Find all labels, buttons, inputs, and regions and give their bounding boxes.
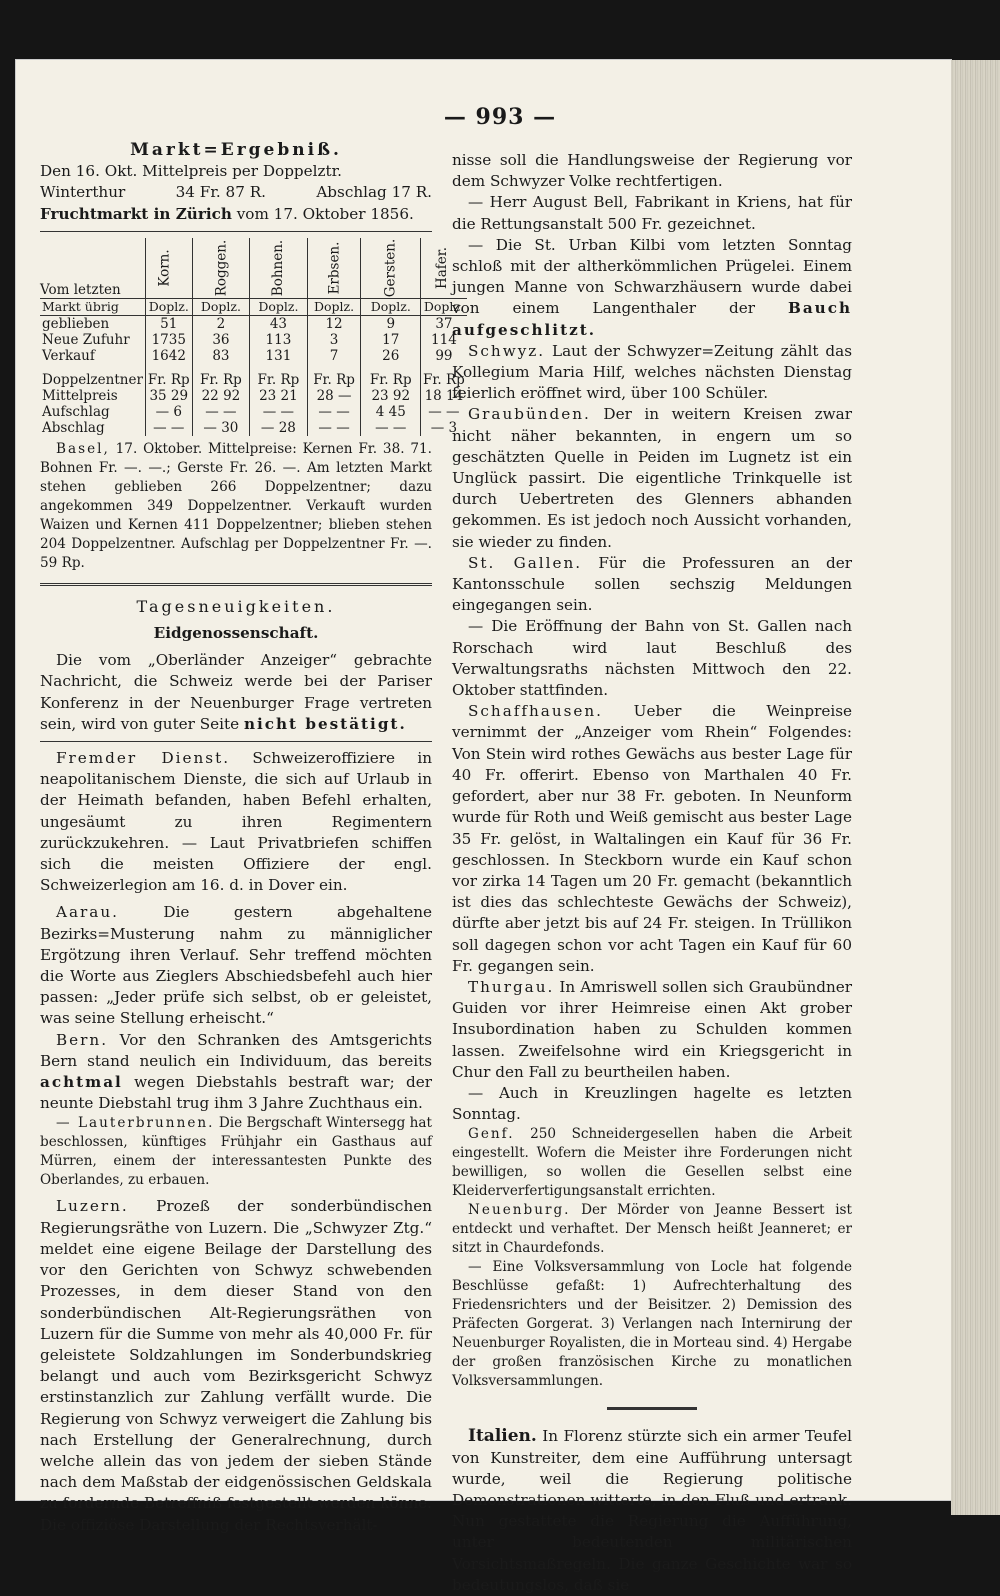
col-header: Gersten.	[361, 238, 421, 299]
paragraph-schwyz: Schwyz. Laut der Schwyzer=Zeitung zählt das Kollegium Maria Hilf, welches nächsten Dienstag feierlich eröffnet wird, über 100 Schüler.	[452, 341, 852, 403]
col-header: Bohnen.	[250, 238, 307, 299]
col-header: Roggen.	[192, 238, 250, 299]
paragraph-graubuenden: Graubünden. Der in weitern Kreisen zwar nicht näher bekannten, in engern um so geschätzten Quelle in Peiden im Lugnetz ist ein Unglück passirt. Die eigentliche Trinkquelle ist durch Uebertreten des Glenners abhanden gekommen. Es ist jedoch noch Aussicht vorhanden, sie wieder zu finden.	[452, 405, 852, 551]
paragraph-luzern: Luzern. Prozeß der sonderbündischen Regierungsräthe von Luzern. Die „Schwyzer Ztg.“ meldet eine eigene Beilage der Darstellung des vor den Gerichten von Schwyz schwebenden Prozesses, in dem dieser Stand von den sonderbündischen Alt-Regierungsräthen von Luzern für die Summe von mehr als 40,000 Fr. für geleistete Soldzahlungen im Sonderbundskrieg belangt und auch vom Bezirksgericht Schwyz erstinstanzlich zur Zahlung verfällt wurde. Die Regierung von Schwyz verweigert die Zahlung bis nach Erstellung der Generalrechnung, durch welche allein das von jedem der sieben Stände nach dem Maßstab der eidgenössischen Geldskala zu fordernde Betreffniß festgestellt werden könne. Die offiziöse Darstellung der Rechtsverhält-	[40, 1197, 432, 1534]
table-row: Doppelzentner Fr. Rp Fr. Rp Fr. Rp Fr. Rp Fr. Rp Fr. Rp	[42, 371, 465, 388]
col-header: Hafer.	[421, 238, 467, 299]
page-number: — 993 —	[443, 104, 557, 130]
table-spacer	[40, 364, 467, 372]
paragraph-aarau: Aarau. Die gestern abgehaltene Bezirks=Musterung nahm zu männiglicher Ergötzung ihren Verlauf. Sehr treffend möchten die Worte aus Zieglers Abschiedsbefehl auch hier passen: „Jeder prüfe sich selbst, ob er geleistet, was seine Stellung erheischt.“	[40, 903, 432, 1028]
zurich-market-line	[40, 204, 432, 225]
basel-report: Basel, 17. Oktober. Mittelpreise: Kernen Fr. 38. 71. Bohnen Fr. —. —.; Gerste Fr. 26. —. Am letzten Markt stehen geblieben 266 Doppelzentner; dazu angekommen 349 Doppelzentner. Verkauft wurden Waizen und Kernen 411 Doppelzentner; blieben stehen 204 Doppelzentner. Aufschlag per Doppelzentner Fr. —. 59 Rp.	[40, 440, 432, 571]
paragraph-st-urban: — Die St. Urban Kilbi vom letzten Sonntag schloß mit der altherkömmlichen Prügelei. Einem jungen Manne von Schwarzhäusern wurde dabei von einem Langenthaler der Bauch aufgeschlitzt.	[452, 235, 852, 339]
col-header: Korn.	[145, 238, 192, 299]
paragraph-kreuzlingen: — Auch in Kreuzlingen hagelte es letzten Sonntag.	[452, 1083, 852, 1124]
zurich-market-bold: Fruchtmarkt in Zürich	[40, 204, 232, 223]
book-page-edges	[951, 60, 1000, 1515]
right-column	[452, 150, 852, 1596]
divider	[40, 231, 432, 232]
paragraph-schaffhausen: Schaffhausen. Ueber die Weinpreise vernimmt der „Anzeiger vom Rhein“ Folgendes: Von Stein wird rothes Gewächs aus bester Lage für 40 Fr. offerirt. Ebenso von Marthalen 40 Fr. gefordert, aber nur 38 Fr. geboten. In Neunform wurde für Roth und Weiß gemischt aus bester Lage 35 Fr. gelöst, in Waltalingen ein Kauf für 36 Fr. geschlossen. In Steckborn wurde ein Kauf schon vor zirka 14 Tagen um 20 Fr. gemacht (bekanntlich ist dies das schlechteste Gewächs der Schweiz), dürfte aber jetzt bis auf 24 Fr. steigen. In Trüllikon soll dagegen schon vor acht Tagen ein Kauf für 60 Fr. gegangen sein.	[452, 702, 852, 975]
paragraph-italien: Italien. In Florenz stürzte sich ein armer Teufel von Kunstreiter, dem eine Aufführung untersagt wurde, weil die Regierung politische Demonstrationen witterte, in den Fluß und ertrank. Nun gestattete die Regierung die Aufführung, unter bedeutenden militärischen Vorsichtsmaßregeln. Die ganze Geschichte war so bedeutungslos, daß sie	[452, 1426, 852, 1594]
section-divider	[40, 583, 432, 586]
market-line-2	[40, 182, 432, 203]
paragraph-genf: Genf. 250 Schneidergesellen haben die Arbeit eingestellt. Wofern die Meister ihre Forderungen nicht bewilligen, so wollen die Gesellen selbst eine Kleiderverfertigungsanstalt errichten.	[452, 1126, 852, 1200]
paragraph-bell: — Herr August Bell, Fabrikant in Kriens, hat für die Rettungsanstalt 500 Fr. gezeichnet.	[452, 193, 852, 233]
paragraph-oberlaender: Die vom „Oberländer Anzeiger“ gebrachte Nachricht, die Schweiz werde bei der Pariser Konferenz in der Neuenburger Frage vertreten sein, wird von guter Seite nicht bestätigt.	[40, 651, 432, 733]
table-row: geblieben 51 2 43 12 9 37	[40, 315, 467, 332]
col-header: Erbsen.	[307, 238, 361, 299]
news-subsection-title: Eidgenossenschaft.	[153, 624, 319, 643]
table-row-header: Vom letzten	[40, 281, 121, 298]
news-section-title: Tagesneuigkeiten.	[136, 596, 336, 616]
short-divider	[607, 1407, 697, 1410]
grain-market-table	[40, 238, 467, 436]
left-column	[40, 140, 465, 1536]
table-row: Verkauf 1642 83 131 7 26 99	[40, 348, 467, 364]
market-price: 34 Fr. 87 R.	[175, 183, 266, 202]
paragraph-thurgau: Thurgau. In Amriswell sollen sich Graubündner Guiden vor ihrer Heimreise einen Akt grober Insubordination haben zu Schulden kommen lassen. Zweifelsohne wird ein Kriegsgericht in Chur den Fall zu beurtheilen haben.	[452, 977, 852, 1081]
paragraph-lauterbrunnen: — Lauterbrunnen. Die Bergschaft Wintersegg hat beschlossen, künftiges Frühjahr ein Gasthaus auf Mürren, einem der interessantesten Punkte des Oberlandes, zu erbauen.	[40, 1115, 432, 1189]
table-row: Markt übrig Doplz. Doplz. Doplz. Doplz. Doplz. Doplz.	[40, 298, 467, 315]
divider	[40, 741, 432, 742]
paragraph-locle: — Eine Volksversammlung von Locle hat folgende Beschlüsse gefaßt: 1) Aufrechterhaltung des Friedensrichters und der Beisitzer. 2) Demission des Präfecten Gorgerat. 3) Verlangen nach Internirung der Neuenburger Royalisten, die in Morteau sind. 4) Hergabe der großen französischen Kirche zu monatlichen Volksversammlungen.	[452, 1259, 852, 1390]
paragraph-bahn: — Die Eröffnung der Bahn von St. Gallen nach Rorschach wird laut Beschluß des Verwaltungsraths nächsten Mittwoch den 22. Oktober stattfinden.	[452, 617, 852, 700]
table-row: Abschlag — — — 30 — 28 — — — — — 3	[40, 420, 467, 436]
table-row: Mittelpreis 35 29 22 92 23 21 28 — 23 92 18 14	[40, 388, 467, 404]
market-title: Markt=Ergebniß.	[130, 140, 342, 160]
market-place: Winterthur	[40, 183, 126, 202]
paragraph-neuenburg: Neuenburg. Der Mörder von Jeanne Bessert ist entdeckt und verhaftet. Der Mensch heißt Jeanneret; er sitzt in Chaurdefonds.	[452, 1202, 852, 1257]
paragraph-luzern-cont: nisse soll die Handlungsweise der Regierung vor dem Schwyzer Volke rechtfertigen.	[452, 151, 852, 191]
market-drop: Abschlag 17 R.	[316, 183, 432, 202]
table-row: Neue Zufuhr 1735 36 113 3 17 114	[40, 332, 467, 348]
paragraph-bern: Bern. Vor den Schranken des Amtsgerichts Bern stand neulich ein Individuum, das bereits achtmal wegen Diebstahls bestraft war; der neunte Diebstahl trug ihm 3 Jahre Zuchthaus ein.	[40, 1030, 432, 1113]
paragraph-fremder-dienst: Fremder Dienst. Schweizeroffiziere in neapolitanischem Dienste, die sich auf Urlaub in der Heimath befanden, haben Befehl erhalten, ungesäumt zu ihren Regimentern zurückzukehren. — Laut Privatbriefen schiffen sich die meisten Offiziere der engl. Schweizerlegion am 16. d. in Dover ein.	[40, 749, 433, 895]
table-row: Aufschlag — 6 — — — — — — 4 45 — —	[40, 404, 467, 420]
zurich-market-date: vom 17. Oktober 1856.	[236, 204, 414, 223]
market-line-1: Den 16. Okt. Mittelpreis per Doppelztr.	[40, 162, 343, 181]
paragraph-st-gallen: St. Gallen. Für die Professuren an der Kantonsschule sollen sechszig Meldungen eingegangen sein.	[452, 553, 852, 615]
table-header-row	[40, 238, 467, 299]
